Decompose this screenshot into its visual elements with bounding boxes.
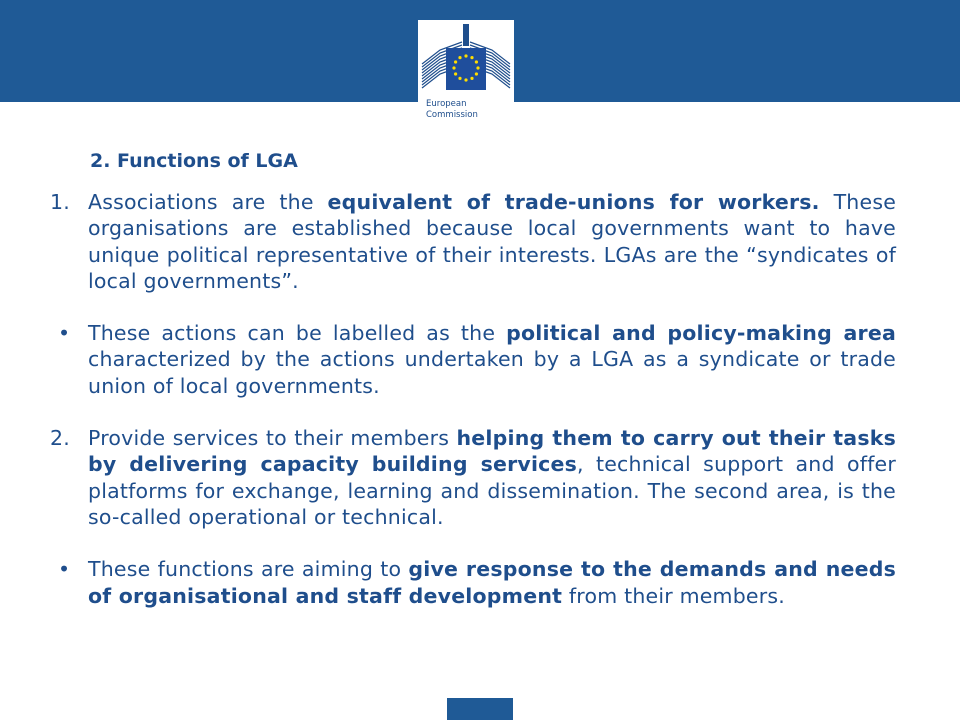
item-text: Provide services to their members — [88, 426, 457, 451]
bullet-icon: • — [58, 321, 71, 346]
item-emphasis: helping them to carry out their tasks by delivering capacity building services — [88, 426, 896, 477]
bullet-icon: • — [58, 557, 71, 582]
item-text: These functions are aiming to — [88, 557, 409, 582]
item-emphasis: political and policy-making area — [506, 321, 896, 346]
footer-tab — [447, 698, 513, 720]
logo-line-commission: Commission — [426, 110, 478, 120]
logo-line-european: European — [426, 99, 467, 109]
list-item — [50, 425, 896, 530]
item-text: Associations are the — [88, 190, 328, 214]
list-item — [50, 189, 896, 294]
berlaymont-building-icon — [418, 20, 514, 100]
item-text: , technical support and offer platforms for exchange, learning and dissemination. The second area, is the so-called operational or technical. — [88, 452, 896, 529]
item-text: characterized by the actions undertaken by a LGA as a syndicate or trade union of local governments. — [88, 347, 896, 398]
logo-wordmark — [426, 99, 478, 121]
item-text: from their members. — [562, 583, 785, 608]
slide-title: 2. Functions of LGA — [90, 150, 298, 172]
content-list — [50, 189, 896, 609]
item-emphasis: equivalent of trade-unions for workers. — [327, 190, 820, 214]
item-text: These organisations are established because local governments want to have unique political representative of their interests. LGAs are the “syndicates of local governments”. — [88, 190, 897, 293]
item-emphasis: give response to the demands and needs of organisational and staff development — [88, 557, 896, 608]
item-number: 1. — [50, 190, 70, 214]
list-item — [50, 556, 896, 609]
item-number: 2. — [50, 426, 70, 451]
european-commission-logo — [418, 20, 514, 132]
item-text: These actions can be labelled as the — [88, 321, 507, 346]
eu-flag-icon — [446, 48, 486, 90]
list-item — [50, 320, 896, 399]
